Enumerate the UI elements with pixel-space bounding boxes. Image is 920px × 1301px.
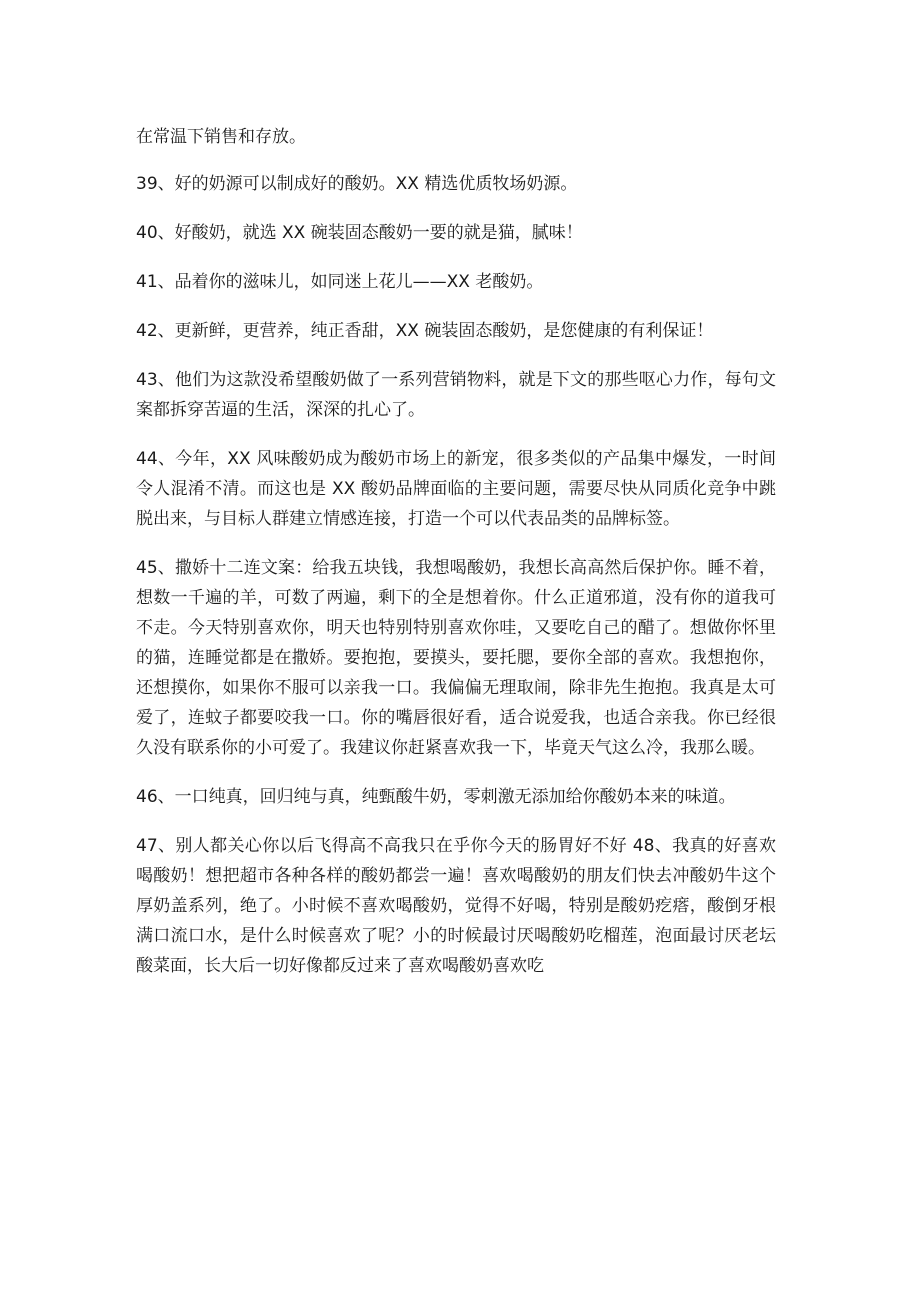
document-page [136, 122, 776, 981]
paragraph-40: 40、好酸奶，就选 XX 碗装固态酸奶一要的就是猫，腻味！ [136, 223, 583, 243]
paragraph-continuation: 在常温下销售和存放。 [136, 127, 306, 147]
paragraph-41: 41、品着你的滋味儿，如同迷上花儿——XX 老酸奶。 [136, 272, 544, 292]
paragraph-42: 42、更新鲜，更营养，纯正香甜，XX 碗装固态酸奶，是您健康的有利保证！ [136, 321, 714, 341]
paragraph-39: 39、好的奶源可以制成好的酸奶。XX 精选优质牧场奶源。 [136, 174, 578, 194]
paragraph-47: 47、别人都关心你以后飞得高不高我只在乎你今天的肠胃好不好 48、我真的好喜欢喝酸奶！想把超市各种各样的酸奶都尝一遍！喜欢喝酸奶的朋友们快去冲酸奶牛这个厚奶盖系列，绝了。小时候不喜欢喝酸奶，觉得不好喝，特别是酸奶疙瘩，酸倒牙根满口流口水，是什么时候喜欢了呢？小的时候最讨厌喝酸奶吃榴莲，泡面最讨厌老坛酸菜面，长大后一切好像都反过来了喜欢喝酸奶喜欢吃 [136, 836, 776, 976]
paragraph-46: 46、一口纯真，回归纯与真，纯甄酸牛奶，零刺激无添加给你酸奶本来的味道。 [136, 787, 736, 807]
paragraph-43: 43、他们为这款没希望酸奶做了一系列营销物料，就是下文的那些呕心力作，每句文案都拆穿苦逼的生活，深深的扎心了。 [136, 370, 776, 420]
paragraph-44: 44、今年，XX 风味酸奶成为酸奶市场上的新宠，很多类似的产品集中爆发，一时间令人混淆不清。而这也是 XX 酸奶品牌面临的主要问题，需要尽快从同质化竞争中跳脱出来，与目标人群建立情感连接，打造一个可以代表品类的品牌标签。 [136, 449, 776, 529]
paragraph-45: 45、撒娇十二连文案：给我五块钱，我想喝酸奶，我想长高高然后保护你。睡不着，想数一千遍的羊，可数了两遍，剩下的全是想着你。什么正道邪道，没有你的道我可不走。今天特别喜欢你，明天也特别特别喜欢你哇，又要吃自己的醋了。想做你怀里的猫，连睡觉都是在撒娇。要抱抱，要摸头，要托腮，要你全部的喜欢。我想抱你，还想摸你，如果你不服可以亲我一口。我偏偏无理取闹，除非先生抱抱。我真是太可爱了，连蚊子都要咬我一口。你的嘴唇很好看，适合说爱我，也适合亲我。你已经很久没有联系你的小可爱了。我建议你赶紧喜欢我一下，毕竟天气这么冷，我那么暖。 [136, 558, 776, 758]
